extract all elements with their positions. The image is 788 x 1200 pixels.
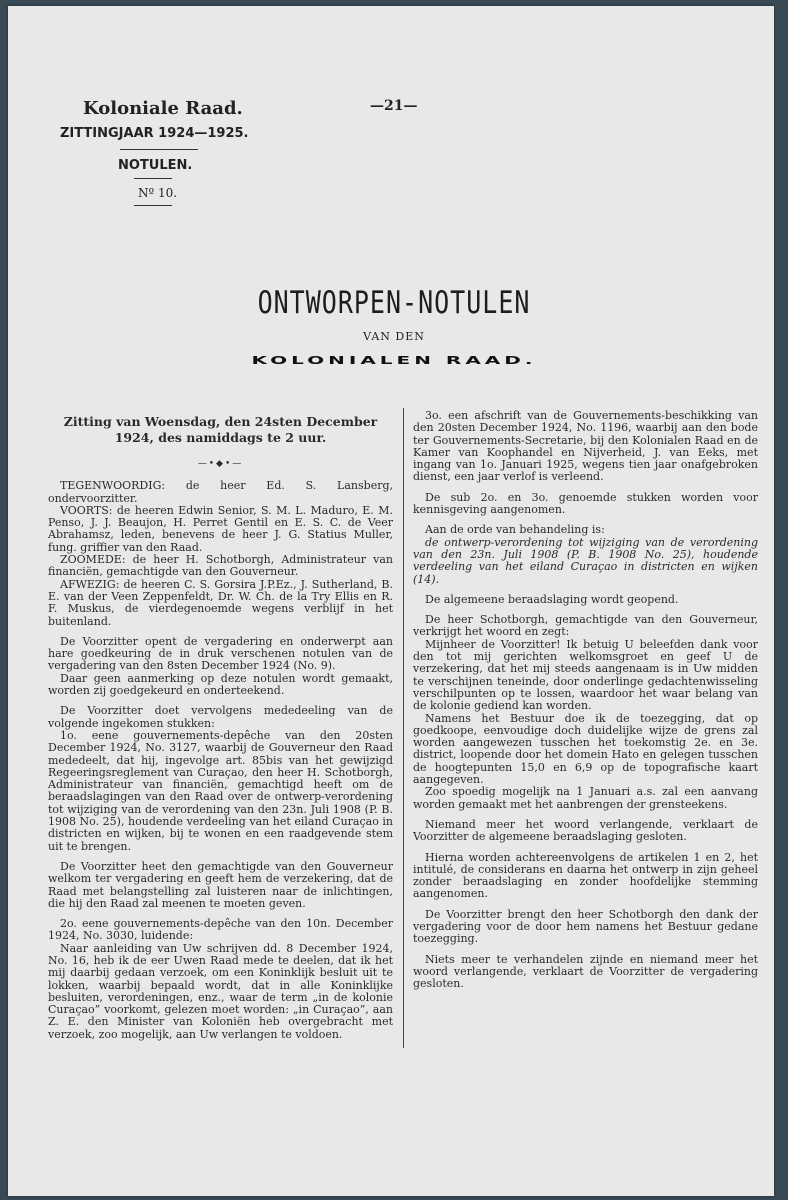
paragraph: De Voorzitter doet vervolgens mededeeling van de volgende ingekomen stukken: [48, 704, 393, 730]
header-rule [120, 149, 198, 150]
paragraph: De Voorzitter heet den gemachtigde van den Gouverneur welkom ter vergadering en geeft hem de verzekering, dat de Raad met belangstelling zal luisteren naar de inlichtingen, die hij den Raad zal meenen te moeten geven. [48, 859, 393, 910]
header-rule [134, 178, 172, 179]
paragraph: Hierna worden achtereenvolgens de artikelen 1 en 2, het intitulé, de considerans en daarna het ontwerp in zijn geheel zonder beraadslaging en zonder hoofdelijke stemming aangenomen. [413, 850, 758, 901]
paragraph: Niemand meer het woord verlangende, verklaart de Voorzitter de algemeene beraadslaging gesloten. [413, 817, 758, 844]
paragraph: 1o. eene gouvernements-depêche van den 20sten December 1924, No. 3127, waarbij de Gouverneur den Raad mededeelt, dat hij, ingevolge art. 85bis van het gewijzigd Regeeringsreglement van Curaçao, den heer H. Schotborgh, Administrateur van financiën, gemachtigd heeft om de beraadslagingen van den Raad over de ontwerp-verordening tot wijziging van de verordening van den 23n. Juli 1908 (P. B. 1908 No. 25), houdende verdeeling van het eiland Curaçao in districten en wijken, bij te wonen en een raadgevende stem uit te brengen. [48, 728, 393, 853]
paragraph: Niets meer te verhandelen zijnde en niemand meer het woord verlangende, verklaart de Voorzitter de vergadering gesloten. [413, 952, 758, 991]
paragraph: Mijnheer de Voorzitter! Ik betuig U beleefden dank voor den tot mij gerichten welkomsgroet en geef U de verzekering, dat het mij steeds aangenaam is in Uw midden te verschijnen teneinde, door onderlinge gedachtenwisseling verschilpunten op te lossen, waardoor het waar belang van de kolonie gediend kan worden. [413, 637, 758, 713]
council-name: Koloniale Raad. [83, 98, 243, 119]
ornament-divider: —•◆•— [197, 459, 244, 469]
paragraph: AFWEZIG: de heeren C. S. Gorsira J.P.Ez., J. Sutherland, B. E. van der Veen Zeppenfeldt, Dr. W. Ch. de la Try Ellis en R. F. Muskus, de vierdegenoemde wegens verblijf in het buitenland. [48, 577, 393, 628]
paragraph: TEGENWOORDIG: de heer Ed. S. Lansberg, ondervoorzitter. [48, 479, 393, 505]
document-page [8, 6, 774, 1196]
paragraph: ZOOMEDE: de heer H. Schotborgh, Administrateur van financiën, gemachtigde van den Gouverneur. [48, 553, 393, 579]
left-column [48, 414, 393, 1049]
paragraph: Naar aanleiding van Uw schrijven dd. 8 December 1924, No. 16, heb ik de eer Uwen Raad mede te deelen, dat ik het mij daarbij gedaan verzoek, om een Koninklijk besluit uit te lokken, waarbij bepaald wordt, dat in alle Koninklijke besluiten, verordeningen, enz., waar de term „in de kolonie Curaçao” voorkomt, gelezen moet worden: „in Curaçao”, aan Z. E. den Minister van Koloniën heb overgebracht met verzoek, zoo mogelijk, aan Uw verlangen te voldoen. [48, 941, 393, 1041]
main-title: ONTWORPEN-NOTULEN [257, 284, 531, 321]
paragraph: 3o. een afschrift van de Gouvernements-beschikking van den 20sten December 1924, No. 1196, waarbij aan den bode ter Gouvernements-Secretarie, bij den Kolonialen Raad en de Kamer van Koophandel en Nijverheid, J. van Eeks, met ingang van 1o. Januari 1925, wegens tien jaar onafgebroken dienst, een jaar verlof is verleend. [413, 409, 758, 484]
paragraph: VOORTS: de heeren Edwin Senior, S. M. L. Maduro, E. M. Penso, J. J. Beaujon, H. Perret Gentil en E. S. C. de Veer Abrahamsz, leden, benevens de heer J. G. Statius Muller, fung. griffier van den Raad. [48, 503, 393, 554]
column-divider [403, 408, 404, 1048]
paragraph: Namens het Bestuur doe ik de toezegging, dat op goedkoope, eenvoudige doch duidelijke wijze de grens zal worden aangewezen tusschen het toekomstig 2e. en 3e. district, loopende door het domein Hato en gelegen tusschen de hoogtepunten 15,0 en 6,9 op de topografische kaart aangegeven. [413, 711, 758, 787]
paragraph: Daar geen aanmerking op deze notulen wordt gemaakt, worden zij goedgekeurd en onderteekend. [48, 671, 393, 698]
document-number: Nº 10. [138, 186, 178, 200]
paragraph: De Voorzitter brengt den heer Schotborgh den dank der vergadering voor de door hem namens het Bestuur gedane toezegging. [413, 907, 758, 946]
session-heading: Zitting van Woensdag, den 24sten December 1924, des namiddags te 2 uur. [63, 414, 378, 445]
paragraph: 2o. eene gouvernements-depêche van den 10n. December 1924, No. 3030, luidende: [48, 917, 393, 943]
page-number: —21— [370, 98, 418, 114]
right-column [413, 410, 758, 998]
paragraph: De Voorzitter opent de vergadering en onderwerpt aan hare goedkeuring de in druk verschenen notulen van de vergadering van den 8sten December 1924 (No. 9). [48, 634, 393, 673]
header-rule [134, 205, 172, 206]
paragraph: De algemeene beraadslaging wordt geopend. [425, 592, 679, 606]
notulen-label: NOTULEN. [118, 158, 193, 173]
paragraph: De heer Schotborgh, gemachtigde van den Gouverneur, verkrijgt het woord en zegt: [413, 613, 758, 639]
paragraph: Zoo spoedig mogelijk na 1 Januari a.s. zal een aanvang worden gemaakt met het aanbrengen der grensteekens. [413, 785, 758, 811]
subtitle: VAN DEN [363, 330, 425, 343]
session-year: ZITTINGJAAR 1924—1925. [60, 126, 249, 141]
paragraph: Aan de orde van behandeling is: [425, 523, 605, 537]
paragraph: De sub 2o. en 3o. genoemde stukken worden voor kennisgeving aangenomen. [413, 490, 758, 517]
council-title: KOLONIALEN RAAD. [251, 353, 537, 367]
paragraph: de ontwerp-verordening tot wijziging van de verordening van den 23n. Juli 1908 (P. B. 1908 No. 25), houdende verdeeling van het eiland Curaçao in districten en wijken (14). [413, 535, 758, 586]
